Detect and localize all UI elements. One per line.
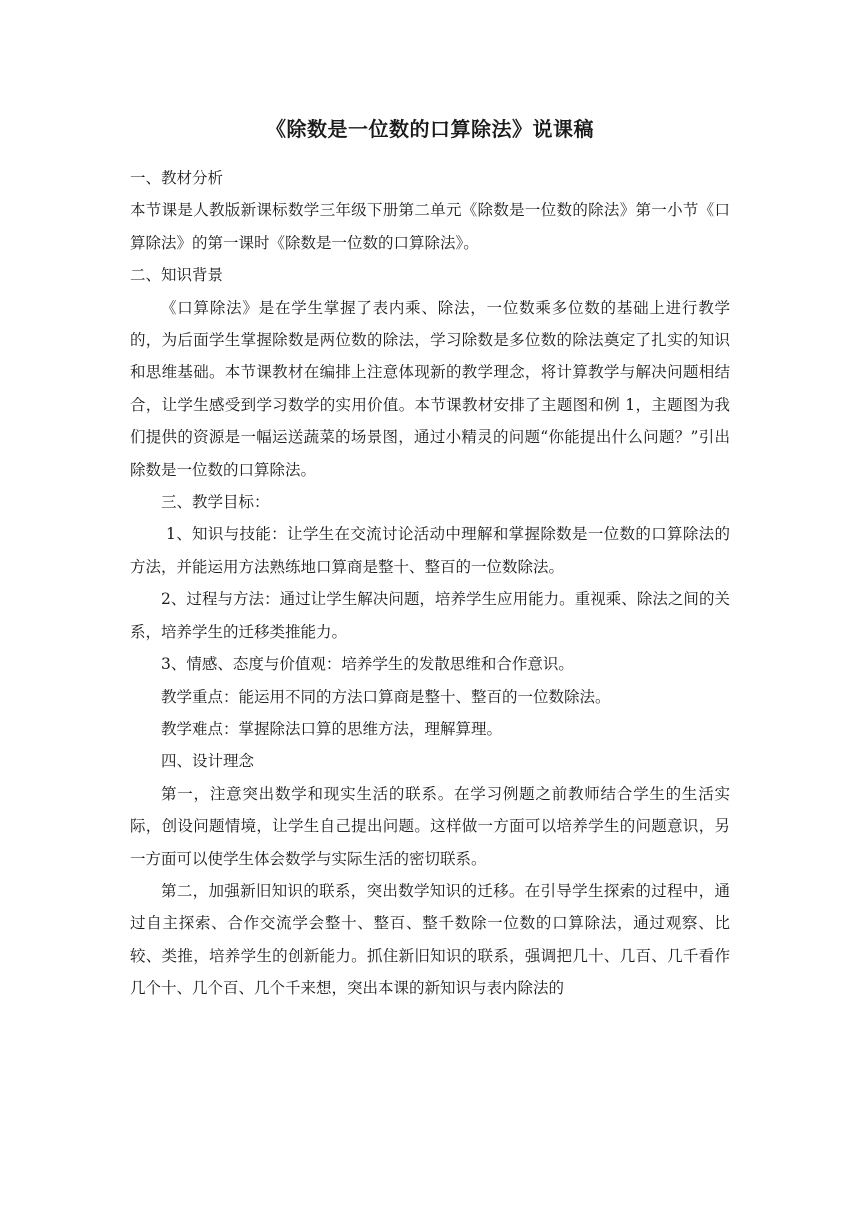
paragraph-knowledge-background: 《口算除法》是在学生掌握了表内乘、除法，一位数乘多位数的基础上进行教学的，为后面学生掌握除数是两位数的除法，学习除数是多位数的除法奠定了扎实的知识和思维基础。本节课教材在编排上注意体现新的教学理念，将计算教学与解决问题相结合，让学生感受到学习数学的实用价值。本节课教材安排了主题图和例 1，主题图为我们提供的资源是一幅运送蔬菜的场景图，通过小精灵的问题“你能提出什么问题？”引出除数是一位数的口算除法。 [130,298,730,479]
paragraph-teaching-key-point: 教学重点：能运用不同的方法口算商是整十、整百的一位数除法。 [161,687,611,706]
section-heading-design-concept: 四、设计理念 [161,752,255,771]
paragraph-goal-knowledge-skills: 1、知识与技能：让学生在交流讨论活动中理解和掌握除数是一位数的口算除法的方法，并能运用方法熟练地口算商是整十、整百的一位数除法。 [130,525,730,576]
paragraph-design-concept-second: 第二，加强新旧知识的联系，突出数学知识的迁移。在引导学生探索的过程中，通过自主探索、合作交流学会整十、整百、整千数除一位数的口算除法，通过观察、比较、类推，培养学生的创新能力。抓住新旧知识的联系，强调把几十、几百、几千看作几个十、几个百、几个千来想，突出本课的新知识与表内除法的 [130,881,730,998]
paragraph-textbook-analysis: 本节课是人教版新课标数学三年级下册第二单元《除数是一位数的除法》第一小节《口算除法》的第一课时《除数是一位数的口算除法》。 [130,201,730,252]
section-heading-knowledge-background: 二、知识背景 [130,266,224,285]
section-heading-teaching-goals: 三、教学目标： [161,493,270,512]
document-title: 《除数是一位数的口算除法》说课稿 [266,117,594,141]
section-heading-textbook-analysis: 一、教材分析 [130,169,224,187]
document-page [130,112,730,1005]
paragraph-goal-emotion-attitude: 3、情感、态度与价值观：培养学生的发散思维和合作意识。 [161,655,574,674]
paragraph-design-concept-first: 第一，注意突出数学和现实生活的联系。在学习例题之前教师结合学生的生活实际，创设问题情境，让学生自己提出问题。这样做一方面可以培养学生的问题意识，另一方面可以使学生体会数学与实际生活的密切联系。 [130,784,730,868]
paragraph-teaching-difficulty: 教学难点：掌握除法口算的思维方法，理解算理。 [161,719,503,738]
paragraph-goal-process-method: 2、过程与方法：通过让学生解决问题，培养学生应用能力。重视乘、除法之间的关系，培养学生的迁移类推能力。 [130,590,730,641]
